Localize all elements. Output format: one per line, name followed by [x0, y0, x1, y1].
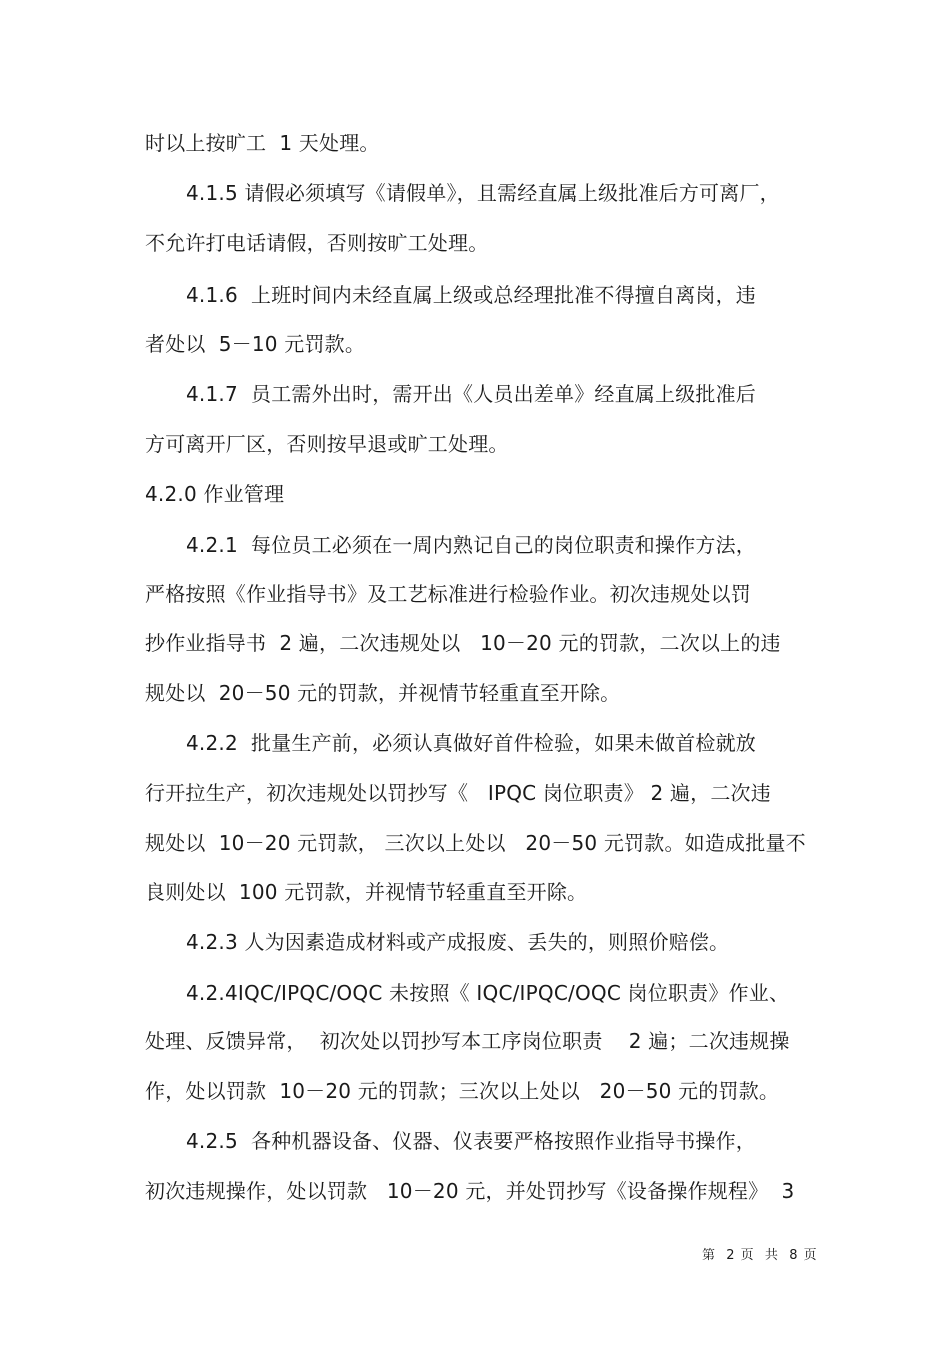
text-line-13: 4.2.2 批量生产前，必须认真做好首件检验，如果未做首检就放 [186, 731, 757, 755]
text-line-11: 抄作业指导书 2 遍，二次违规处以 10－20 元的罚款，二次以上的违 [145, 631, 781, 655]
text-line-14: 行开拉生产，初次违规处以罚抄写《 IPQC 岗位职责》 2 遍，二次违 [145, 781, 771, 805]
text-line-22: 初次违规操作，处以罚款 10－20 元，并处罚抄写《设备操作规程》 3 [145, 1179, 795, 1203]
text-line-16: 良则处以 100 元罚款，并视情节轻重直至开除。 [145, 880, 588, 904]
text-line-18: 4.2.4IQC/IPQC/OQC 未按照《 IQC/IPQC/OQC 岗位职责》作业、 [186, 981, 790, 1005]
text-line-2: 4.1.5 请假必须填写《请假单》，且需经直属上级批准后方可离厂， [186, 181, 780, 205]
text-line-19: 处理、反馈异常， 初次处以罚抄写本工序岗位职责 2 遍；二次违规操 [145, 1029, 790, 1053]
text-line-5: 者处以 5－10 元罚款。 [145, 332, 366, 356]
page-footer: 第 2 页 共 8 页 [702, 1248, 818, 1263]
text-line-3: 不允许打电话请假，否则按旷工处理。 [145, 231, 489, 255]
text-line-6: 4.1.7 员工需外出时，需开出《人员出差单》经直属上级批准后 [186, 382, 757, 406]
text-line-17: 4.2.3 人为因素造成材料或产成报废、丢失的，则照价赔偿。 [186, 930, 730, 954]
text-line-12: 规处以 20－50 元的罚款，并视情节轻重直至开除。 [145, 681, 621, 705]
text-line-9: 4.2.1 每位员工必须在一周内熟记自己的岗位职责和操作方法， [186, 533, 757, 557]
text-line-4: 4.1.6 上班时间内未经直属上级或总经理批准不得擅自离岗，违 [186, 283, 757, 307]
text-line-21: 4.2.5 各种机器设备、仪器、仪表要严格按照作业指导书操作， [186, 1129, 757, 1153]
text-line-10: 严格按照《作业指导书》及工艺标准进行检验作业。初次违规处以罚 [145, 582, 751, 606]
text-line-20: 作，处以罚款 10－20 元的罚款；三次以上处以 20－50 元的罚款。 [145, 1079, 780, 1103]
text-line-7: 方可离开厂区，否则按早退或旷工处理。 [145, 432, 509, 456]
text-line-15: 规处以 10－20 元罚款， 三次以上处以 20－50 元罚款。如造成批量不 [145, 831, 806, 855]
text-line-1: 时以上按旷工 1 天处理。 [145, 131, 380, 155]
section-heading: 4.2.0 作业管理 [145, 482, 285, 506]
